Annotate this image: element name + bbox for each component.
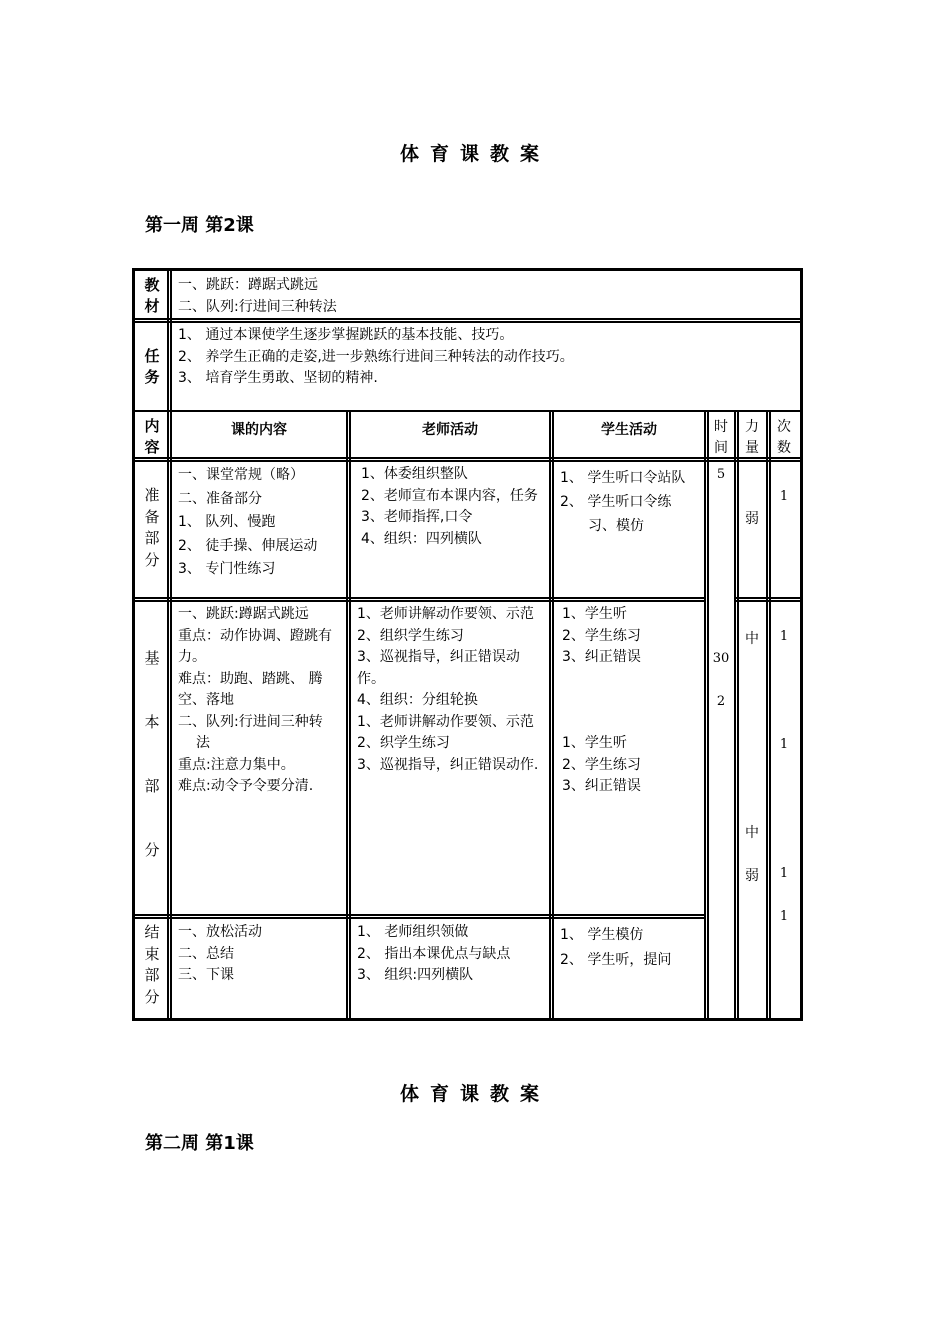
main-teacher bbox=[357, 604, 538, 776]
prep-student bbox=[560, 466, 685, 538]
label-char: 部 bbox=[144, 966, 160, 984]
text-line: 2、组织学生练习 bbox=[357, 627, 464, 644]
label-char: 间 bbox=[714, 440, 728, 456]
text-line: 法 bbox=[196, 735, 210, 751]
main-count-a: 1 bbox=[779, 629, 789, 644]
renwu-label bbox=[135, 346, 169, 388]
col-divider bbox=[349, 410, 351, 1021]
text-line: 2、 学生听，提问 bbox=[560, 952, 672, 968]
label-char: 教 bbox=[144, 276, 160, 294]
main-count-d: 1 bbox=[779, 909, 789, 924]
text-line: 2、 指出本课优点与缺点 bbox=[357, 945, 511, 962]
text-line: 二、准备部分 bbox=[178, 490, 262, 507]
text-line: 一、跳跃:蹲踞式跳远 bbox=[178, 606, 309, 622]
col-divider bbox=[737, 410, 739, 1021]
main-force-c: 弱 bbox=[745, 868, 759, 884]
main-time-a: 30 bbox=[712, 651, 730, 666]
text-line: 2、 养学生正确的走姿,进一步熟练行进间三种转法的动作技巧。 bbox=[178, 348, 574, 365]
col-divider bbox=[552, 410, 554, 1021]
page-title: 体育课教案 bbox=[399, 143, 550, 165]
label-char: 备 bbox=[144, 507, 160, 526]
end-teacher bbox=[357, 922, 510, 987]
text-line: 难点:动令予令要分清. bbox=[178, 778, 314, 794]
prep-label bbox=[135, 485, 169, 571]
label-char: 本 bbox=[144, 713, 160, 731]
header-content: 课的内容 bbox=[231, 422, 287, 438]
row-divider bbox=[132, 914, 706, 916]
text-line: 2、学生练习 bbox=[562, 627, 641, 644]
text-line: 作。 bbox=[357, 670, 385, 687]
main-count-b: 1 bbox=[779, 737, 789, 752]
main-student-a bbox=[562, 604, 641, 669]
text-line: 1、 学生听口令站队 bbox=[560, 470, 686, 486]
text-line: 2、 徒手操、伸展运动 bbox=[178, 537, 318, 554]
col-divider bbox=[707, 410, 709, 1021]
col-divider bbox=[549, 410, 551, 1021]
row-divider bbox=[132, 410, 803, 412]
text-line: 重点:注意力集中。 bbox=[178, 756, 295, 773]
label-char: 分 bbox=[144, 987, 160, 1006]
text-line: 1、学生听 bbox=[562, 606, 627, 622]
text-line: 3、老师指挥,口令 bbox=[361, 509, 473, 525]
label-char: 材 bbox=[144, 297, 160, 315]
label-char: 务 bbox=[144, 368, 160, 386]
text-line: 难点：助跑、踏跳、 腾 bbox=[178, 670, 323, 687]
prep-teacher bbox=[361, 464, 538, 550]
main-label bbox=[135, 648, 169, 862]
row-divider bbox=[132, 321, 803, 323]
row-divider bbox=[132, 597, 706, 599]
header-count bbox=[769, 417, 799, 459]
col-divider bbox=[766, 410, 768, 1021]
end-student bbox=[560, 923, 671, 973]
text-line: 1、学生听 bbox=[562, 735, 627, 751]
text-line: 3、 组织:四列横队 bbox=[357, 967, 474, 983]
main-force-b: 中 bbox=[745, 825, 759, 841]
text-line: 重点：动作协调、蹬跳有 bbox=[178, 627, 332, 644]
main-count-c: 1 bbox=[779, 866, 789, 881]
text-line: 3、巡视指导，纠正错误动 bbox=[357, 649, 520, 665]
text-line: 二、总结 bbox=[178, 945, 234, 962]
text-line: 习、模仿 bbox=[588, 518, 644, 534]
lesson-subtitle-2: 第二周 第1课 bbox=[145, 1133, 254, 1154]
label-char: 分 bbox=[144, 841, 160, 859]
text-line: 2、 学生听口令练 bbox=[560, 494, 672, 510]
text-line: 2、老师宣布本课内容，任务 bbox=[361, 487, 538, 504]
text-line: 1、老师讲解动作要领、示范 bbox=[357, 606, 534, 622]
neirong-label bbox=[135, 416, 169, 458]
header-teacher: 老师活动 bbox=[422, 422, 478, 438]
main-time-b: 2 bbox=[716, 694, 726, 709]
header-time bbox=[706, 417, 736, 459]
text-line: 4、组织：四列横队 bbox=[361, 530, 482, 547]
text-line: 1、 队列、慢跑 bbox=[178, 514, 276, 530]
text-line: 二、队列:行进间三种转法 bbox=[178, 298, 337, 315]
col-divider bbox=[704, 410, 706, 1021]
text-line: 3、 培育学生勇敢、坚韧的精神. bbox=[178, 370, 378, 386]
label-char: 准 bbox=[144, 486, 160, 504]
text-line: 2、织学生练习 bbox=[357, 735, 450, 751]
main-content bbox=[178, 604, 332, 798]
text-line: 3、纠正错误 bbox=[562, 778, 641, 794]
col-divider bbox=[734, 410, 736, 1021]
prep-force: 弱 bbox=[745, 511, 759, 527]
text-line: 1、老师讲解动作要领、示范 bbox=[357, 713, 534, 730]
label-char: 数 bbox=[777, 440, 791, 456]
row-divider bbox=[132, 460, 803, 462]
text-line: 力。 bbox=[178, 649, 206, 665]
text-line: 1、 学生模仿 bbox=[560, 927, 644, 943]
lesson-subtitle: 第一周 第2课 bbox=[145, 215, 254, 236]
header-student: 学生活动 bbox=[601, 422, 657, 438]
header-force bbox=[737, 417, 767, 459]
label-char: 结 bbox=[144, 923, 160, 941]
label-char: 内 bbox=[144, 417, 160, 435]
text-line: 3、纠正错误 bbox=[562, 649, 641, 665]
jiaocai-label bbox=[135, 275, 169, 317]
end-content bbox=[178, 922, 262, 987]
text-line: 2、学生练习 bbox=[562, 756, 641, 773]
label-char: 基 bbox=[144, 649, 160, 667]
text-line: 二、队列:行进间三种转 bbox=[178, 713, 323, 730]
main-student-b bbox=[562, 733, 641, 798]
label-char: 任 bbox=[144, 347, 160, 365]
row-divider bbox=[132, 457, 803, 459]
page-title-2: 体育课教案 bbox=[399, 1083, 550, 1105]
col-divider bbox=[170, 268, 172, 1021]
col-divider bbox=[346, 410, 348, 1021]
label-char: 束 bbox=[144, 944, 160, 963]
prep-time: 5 bbox=[716, 467, 726, 482]
label-char: 时 bbox=[714, 419, 728, 435]
label-char: 部 bbox=[144, 529, 160, 547]
prep-count: 1 bbox=[779, 489, 789, 504]
text-line: 空、落地 bbox=[178, 692, 234, 708]
text-line: 1、体委组织整队 bbox=[361, 466, 468, 482]
text-line: 一、放松活动 bbox=[178, 924, 262, 940]
row-divider bbox=[132, 917, 706, 919]
text-line: 一、课堂常规（略） bbox=[178, 467, 304, 483]
text-line: 4、组织：分组轮换 bbox=[357, 692, 478, 708]
renwu-content bbox=[178, 325, 574, 390]
text-line: 1、 通过本课使学生逐步掌握跳跃的基本技能、技巧。 bbox=[178, 327, 514, 343]
label-char: 力 bbox=[745, 419, 759, 435]
label-char: 量 bbox=[745, 440, 759, 456]
label-char: 分 bbox=[144, 550, 160, 569]
row-divider bbox=[132, 318, 803, 320]
text-line: 3、 专门性练习 bbox=[178, 561, 276, 577]
text-line: 一、跳跃：蹲踞式跳远 bbox=[178, 277, 318, 293]
label-char: 容 bbox=[144, 438, 160, 456]
end-label bbox=[135, 922, 169, 1008]
text-line: 三、下课 bbox=[178, 967, 234, 983]
jiaocai-content bbox=[178, 275, 337, 318]
text-line: 1、 老师组织领做 bbox=[357, 924, 469, 940]
row-divider bbox=[132, 600, 706, 602]
main-force-a: 中 bbox=[745, 631, 759, 647]
label-char: 次 bbox=[777, 419, 791, 435]
label-char: 部 bbox=[144, 777, 160, 795]
text-line: 3、巡视指导，纠正错误动作. bbox=[357, 756, 539, 773]
prep-content bbox=[178, 464, 317, 582]
